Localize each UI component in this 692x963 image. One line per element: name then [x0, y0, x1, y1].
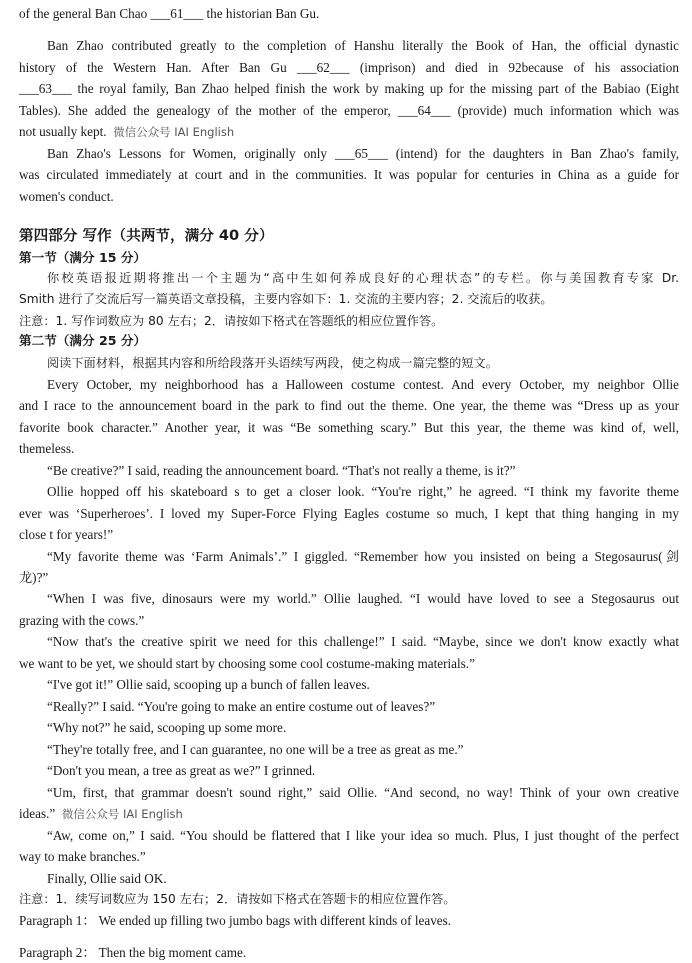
passage-line: was circulated immediately at court and in the communities. It was popular for centuries in China as a guide for [19, 167, 679, 182]
section-heading: 第四部分 写作（共两节，满分 40 分） [19, 228, 274, 244]
task-instruction: Smith 进行了交流后写一篇英语文章投稿，主要内容如下：1. 交流的主要内容；2. 交流后的收获。 [19, 292, 553, 306]
passage-line: history of the Western Han. After Ban Gu ___62___ (imprison) and died in 92because of his association [19, 60, 679, 75]
passage-line: Tables). She added the genealogy of the mother of the emperor, ___64___ (provide) much information which was [19, 103, 679, 118]
story-line: “Aw, come on,” I said. “You should be flattered that I like your idea so much. Plus, I just thought of the perfect [47, 828, 679, 843]
story-line: “Now that's the creative spirit we need for this challenge!” I said. “Maybe, since we don't know exactly what [47, 634, 679, 649]
watermark-text: 微信公众号 IAI English [61, 807, 183, 821]
paragraph-2-prompt: Paragraph 2： Then the big moment came. [19, 945, 247, 960]
story-line: “Don't you mean, a tree as great as we?” I grinned. [47, 763, 316, 778]
story-line: “Really?” I said. “You're going to make an entire costume out of leaves?” [47, 699, 436, 714]
passage-line: Ban Zhao contributed greatly to the completion of Hanshu literally the Book of Han, the official dynastic [47, 38, 679, 53]
task-note: 注意：1．续写词数应为 150 左右；2．请按如下格式在答题卡的相应位置作答。 [19, 892, 456, 906]
story-text: ideas.” [19, 806, 56, 821]
story-line: ever was ‘Superheroes’. I loved my Super-Force Flying Eagles costume so much, I kept that thing hanging in my [19, 506, 679, 521]
story-line: “Why not?” he said, scooping up some more. [47, 720, 287, 735]
story-line: close t for years!” [19, 527, 114, 542]
story-line: themeless. [19, 441, 75, 456]
story-line: “My favorite theme was ‘Farm Animals’.” I giggled. “Remember how you insisted on being a Stegosaurus(剑 [47, 549, 679, 564]
story-line: Ollie hopped off his skateboard s to get a closer look. “You're right,” he agreed. “I think my favorite theme [47, 484, 679, 499]
story-line [19, 806, 679, 822]
passage-line: ___63___ the royal family, Ban Zhao helped finish the work by making up for the missing part of the Babiao (Eight [19, 81, 679, 96]
story-line: “I've got it!” Ollie said, scooping up a bunch of fallen leaves. [47, 677, 370, 692]
story-line: grazing with the cows.” [19, 613, 145, 628]
story-line: “Be creative?” I said, reading the announcement board. “That's not really a theme, is it?” [47, 463, 516, 478]
passage-line: Ban Zhao's Lessons for Women, originally only ___65___ (intend) for the daughters in Ban Zhao's family, [47, 146, 679, 161]
task-instruction: 阅读下面材料，根据其内容和所给段落开头语续写两段，使之构成一篇完整的短文。 [47, 356, 498, 370]
story-line: “When I was five, dinosaurs were my world.” Ollie laughed. “I would have loved to see a Stegosaurus out [47, 591, 679, 606]
subsection-heading: 第一节（满分 15 分） [19, 250, 147, 265]
story-line: we want to be yet, we should start by choosing some cool costume-making materials.” [19, 656, 475, 671]
story-line: “They're totally free, and I can guarantee, no one will be a tree as great as me.” [47, 742, 464, 757]
story-line: 龙)?” [19, 570, 49, 585]
story-line: Every October, my neighborhood has a Halloween costume contest. And every October, my neighbor Ollie [47, 377, 679, 392]
passage-line: women's conduct. [19, 189, 114, 204]
task-note: 注意：1. 写作词数应为 80 左右；2．请按如下格式在答题纸的相应位置作答。 [19, 314, 444, 328]
passage-text: not usually kept. [19, 124, 107, 139]
story-line: favorite book character.” Another year, it was “Be something scary.” But this year, the theme was kind of, well, [19, 420, 679, 435]
story-line: “Um, first, that grammar doesn't sound right,” said Ollie. “And second, no way! Think of your own creative [47, 785, 679, 800]
story-line: way to make branches.” [19, 849, 146, 864]
subsection-heading: 第二节（满分 25 分） [19, 333, 147, 348]
passage-line [19, 124, 679, 140]
story-line: Finally, Ollie said OK. [47, 871, 167, 886]
paragraph-1-prompt: Paragraph 1： We ended up filling two jumbo bags with different kinds of leaves. [19, 913, 452, 928]
passage-line: of the general Ban Chao ___61___ the historian Ban Gu. [19, 6, 320, 21]
task-instruction: 你校英语报近期将推出一个主题为“高中生如何养成良好的心理状态”的专栏。你与美国教育专家 Dr. [47, 271, 679, 285]
story-line: and I race to the announcement board in the park to find out the theme. One year, the theme was “Dress up as your [19, 398, 679, 413]
watermark-text: 微信公众号 IAI English [113, 125, 235, 139]
